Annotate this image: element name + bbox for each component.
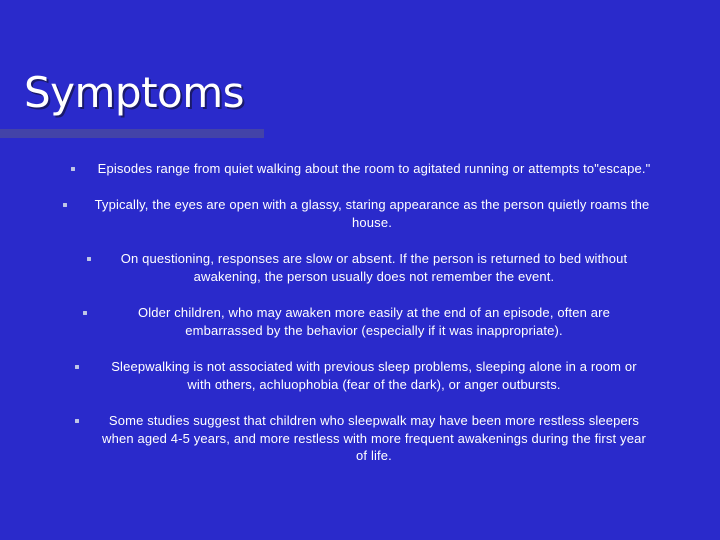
bullet-icon <box>75 419 79 423</box>
bullet-text-5: Sleepwalking is not associated with previous sleep problems, sleeping alone in a room or with others, achluophobia (fear of the dark), or anger outbursts. <box>111 359 637 392</box>
bullet-icon <box>87 257 91 261</box>
bullet-icon <box>63 203 67 207</box>
bullet-text-6: Some studies suggest that children who sleepwalk may have been more restless sleepers when aged 4-5 years, and more restless with more frequent awakenings during the first year of life. <box>102 413 646 463</box>
bullet-text-2: Typically, the eyes are open with a glassy, staring appearance as the person quietly roams the house. <box>94 197 650 230</box>
bullet-text-1: Episodes range from quiet walking about the room to agitated running or attempts to"escape." <box>97 161 651 176</box>
bullet-icon <box>71 167 75 171</box>
bullet-text-3: On questioning, responses are slow or absent. If the person is returned to bed without awakening, the person usually does not remember the event. <box>120 251 628 284</box>
bullet-icon <box>75 365 79 369</box>
slide-title: Symptoms <box>24 68 245 117</box>
bullet-text-4: Older children, who may awaken more easily at the end of an episode, often are embarrassed by the behavior (especially if it was inappropriate). <box>137 305 611 338</box>
bullet-icon <box>83 311 87 315</box>
title-underline <box>0 129 264 138</box>
